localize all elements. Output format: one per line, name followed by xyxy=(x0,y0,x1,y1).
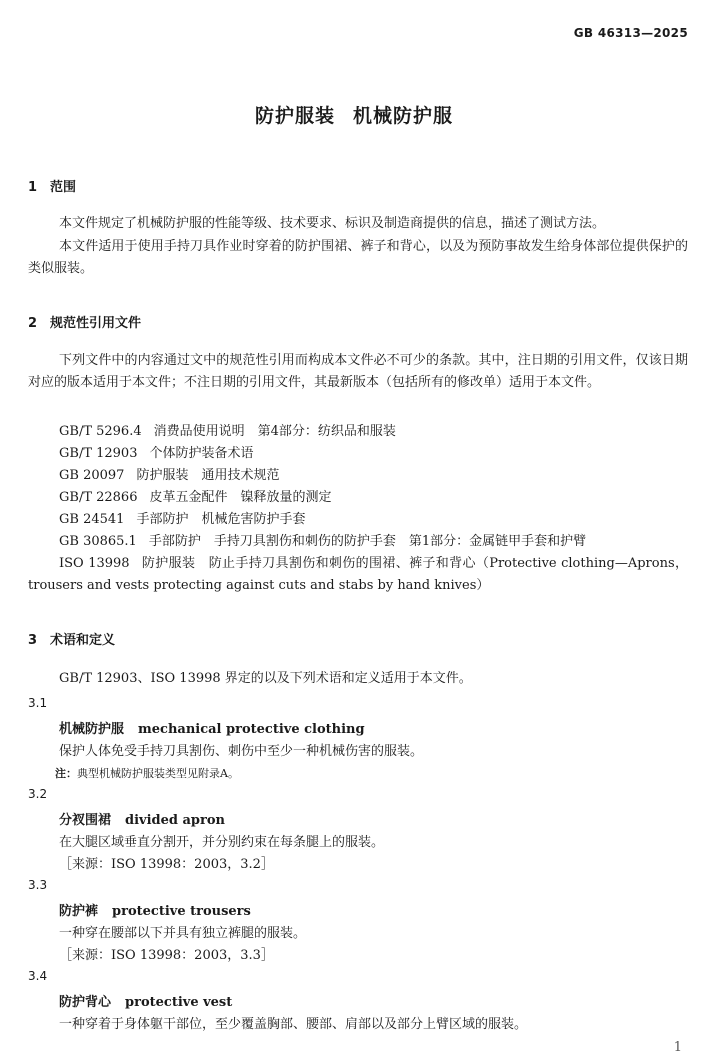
document-title xyxy=(0,101,708,128)
term-title: 分衩围裙 divided apron xyxy=(59,813,225,828)
term-title: 机械防护服 mechanical protective clothing xyxy=(59,722,365,737)
term-number: 3.2 xyxy=(28,787,48,801)
term-number: 3.4 xyxy=(28,969,48,983)
term-number: 3.3 xyxy=(28,878,48,892)
ref-item: GB 30865.1 手部防护 手持刀具割伤和刺伤的防护手套 第1部分：金属链甲手套和护臂 xyxy=(59,534,587,549)
ref-item: ISO 13998 防护服装 防止手持刀具割伤和刺伤的围裙、裤子和背心（Protective clothing—Aprons，trousers and vests protecting against cuts and stabs by hand knives） xyxy=(28,556,688,593)
title-part1: 防护服装 xyxy=(254,105,335,127)
term-definition: 保护人体免受手持刀具割伤、刺伤中至少一种机械伤害的服装。 xyxy=(59,744,424,759)
term-definition: 一种穿在腰部以下并具有独立裤腿的服装。 xyxy=(59,926,307,941)
section-1-heading: 1 范围 xyxy=(28,180,77,195)
section-3-heading: 3 术语和定义 xyxy=(28,633,116,648)
ref-item: GB/T 22866 皮革五金配件 镍释放量的测定 xyxy=(59,490,332,505)
section-2-intro: 下列文件中的内容通过文中的规范性引用而构成本文件必不可少的条款。其中，注日期的引用文件，仅该日期对应的版本适用于本文件；不注日期的引用文件，其最新版本（包括所有的修改单）适用于本文件。 xyxy=(28,353,688,390)
page-number: 1 xyxy=(673,1040,682,1055)
section-3-intro: GB/T 12903、ISO 13998 界定的以及下列术语和定义适用于本文件。 xyxy=(59,671,472,686)
ref-item: GB/T 5296.4 消费品使用说明 第4部分：纺织品和服装 xyxy=(59,424,396,439)
term-title: 防护裤 protective trousers xyxy=(59,904,251,919)
ref-item: GB 24541 手部防护 机械危害防护手套 xyxy=(59,512,306,527)
ref-item: GB/T 12903 个体防护装备术语 xyxy=(59,446,254,461)
term-number: 3.1 xyxy=(28,696,48,710)
term-source: ［来源：ISO 13998：2003，3.3］ xyxy=(59,948,274,963)
section-2-heading: 2 规范性引用文件 xyxy=(28,316,142,331)
term-definition: 一种穿着于身体躯干部位，至少覆盖胸部、腰部、肩部以及部分上臂区域的服装。 xyxy=(59,1017,528,1032)
standard-code: GB 46313—2025 xyxy=(573,26,688,40)
term-definition: 在大腿区域垂直分割开，并分别约束在每条腿上的服装。 xyxy=(59,835,385,850)
section-1-para-2: 本文件适用于使用手持刀具作业时穿着的防护围裙、裤子和背心，以及为预防事故发生给身体部位提供保护的类似服装。 xyxy=(28,239,688,276)
term-source: ［来源：ISO 13998：2003，3.2］ xyxy=(59,857,274,872)
term-note: 注：典型机械防护服装类型见附录A。 xyxy=(55,767,239,780)
term-title: 防护背心 protective vest xyxy=(59,995,233,1010)
section-1-para-1: 本文件规定了机械防护服的性能等级、技术要求、标识及制造商提供的信息，描述了测试方法。 xyxy=(59,216,606,231)
ref-item: GB 20097 防护服装 通用技术规范 xyxy=(59,468,280,483)
title-part2: 机械防护服 xyxy=(353,105,454,127)
